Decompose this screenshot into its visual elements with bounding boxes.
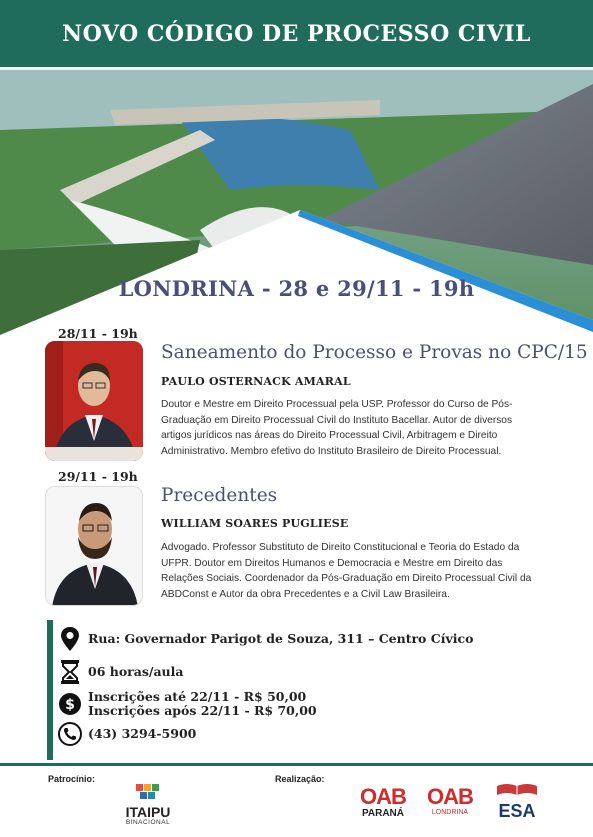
header-banner [0, 0, 593, 70]
esa-logo [492, 782, 542, 821]
sponsor-label: Patrocínio: [48, 774, 96, 784]
info-accent-bar [47, 620, 53, 760]
footer-divider [0, 763, 593, 766]
oab-parana-word: OAB [360, 784, 406, 809]
itaipu-logo [118, 782, 178, 826]
itaipu-sub: BINACIONAL [125, 819, 171, 826]
bio-line: Relações Sociais. Coordenador da Pós-Graduação em Direito Processual Civil da [161, 573, 532, 584]
session-1-title: Saneamento do Processo e Provas no CPC/15 [161, 342, 588, 363]
session-2-bio [161, 540, 531, 602]
address-row [58, 626, 473, 652]
bio-line: artigos jurídicos nas áreas do Direito Processual Civil, Arbitragem e Direito [161, 430, 498, 441]
map-pin-icon [58, 626, 82, 652]
oab-londrina-logo [423, 786, 477, 818]
page-title: NOVO CÓDIGO DE PROCESSO CIVIL [61, 20, 532, 47]
price-line-2: Inscrições após 22/11 - R$ 70,00 [88, 703, 317, 718]
itaipu-logo-icon [128, 782, 168, 800]
oab-londrina-word: OAB [427, 784, 473, 809]
speaker-1-photo [45, 341, 143, 461]
session-2-date: 29/11 - 19h [58, 469, 138, 484]
book-icon [495, 782, 539, 796]
hourglass-icon [58, 659, 82, 685]
phone-row [58, 721, 196, 747]
session-1-speaker: PAULO OSTERNACK AMARAL [161, 375, 351, 388]
price-line-1: Inscrições até 22/11 - R$ 50,00 [88, 689, 307, 704]
oab-parana-logo [355, 786, 411, 820]
address-text: Rua: Governador Parigot de Souza, 311 – Centro Cívico [88, 631, 474, 646]
phone-icon [58, 721, 82, 747]
bio-line: UFPR. Doutor em Direitos Humanos e Democracia e Mestre em Direito das [161, 557, 503, 569]
city-date-line: LONDRINA - 28 e 29/11 - 19h [118, 276, 475, 301]
bio-line: Administrativo. Membro efetivo do Instituto Brasileiro de Direito Processual. [161, 445, 502, 457]
esa-name: ESA [498, 801, 536, 821]
organizer-label: Realização: [275, 774, 325, 784]
svg-text:$: $ [65, 697, 75, 713]
speaker-2-photo [45, 486, 143, 606]
bio-line: ABDConst e Autor da obra Precedentes e a Civil Law Brasileira. [161, 588, 450, 600]
session-1-bio [161, 397, 512, 459]
price-row [58, 690, 317, 718]
dollar-icon [58, 691, 82, 717]
phone-text: (43) 3294-5900 [88, 726, 197, 741]
oab-parana-sub: PARANÁ [361, 808, 405, 819]
session-2-title: Precedentes [161, 485, 278, 506]
bio-line: Advogado. Professor Substituto de Direito Constitucional e Teoria do Estado da [161, 542, 520, 553]
duration-text: 06 horas/aula [88, 664, 184, 679]
bio-line: Graduação em Direito Processual Civil do Instituto Bacellar. Autor de diversos [161, 414, 513, 426]
itaipu-name: ITAIPU [125, 804, 171, 820]
session-2-speaker: WILLIAM SOARES PUGLIESE [161, 517, 349, 530]
oab-londrina-sub: LONDRINA [431, 809, 469, 816]
duration-row [58, 659, 184, 685]
session-1-date: 28/11 - 19h [58, 326, 138, 341]
bio-line: Doutor e Mestre em Direito Processual pela USP. Professor do Curso de Pós- [161, 399, 513, 410]
